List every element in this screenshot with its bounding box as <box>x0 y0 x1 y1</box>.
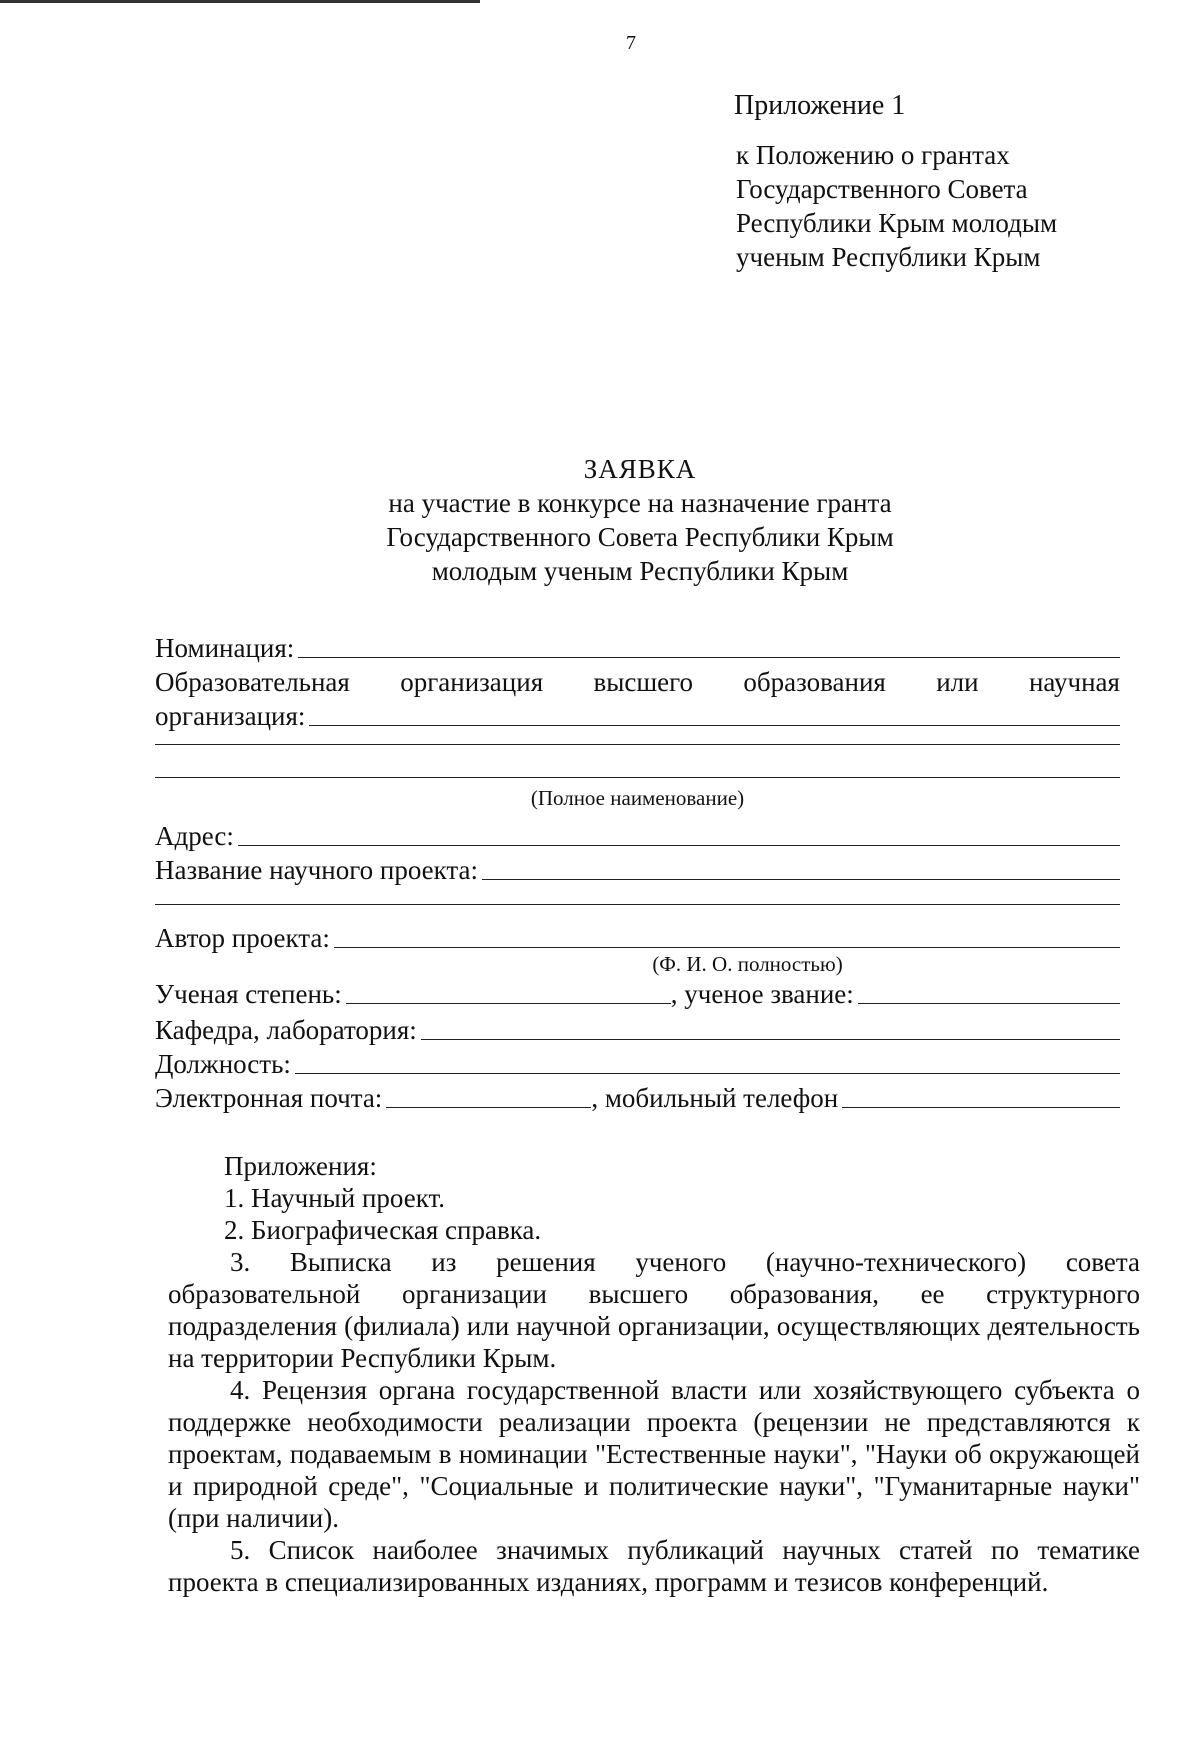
project-title-row <box>155 852 1120 886</box>
appendix-title: Приложение 1 <box>734 90 906 121</box>
nomination-row <box>155 630 1120 664</box>
organization-word: Образовательная <box>155 667 350 697</box>
department-label: Кафедра, лаборатория: <box>155 1015 417 1045</box>
attachment-item: 2. Биографическая справка. <box>224 1215 542 1245</box>
attachment-item: 5. Список наиболее значимых публикаций научных статей по тематике проекта в специализированных изданиях, программ и тезисов конференций. <box>168 1535 1140 1597</box>
organization-row <box>155 698 1120 732</box>
contacts-row <box>155 1080 1120 1114</box>
organization-word: научная <box>1028 667 1120 697</box>
organization-word: высшего <box>593 667 694 697</box>
heading-line: Государственного Совета Республики Крым <box>386 522 894 552</box>
position-row <box>155 1046 1120 1080</box>
degree-row <box>155 976 1120 1010</box>
organization-label: организация: <box>155 701 306 731</box>
academic-title-label: , ученое звание: <box>670 979 854 1009</box>
author-hint: (Ф. И. О. полностью) <box>652 952 843 976</box>
page-number: 7 <box>626 32 636 54</box>
department-field[interactable] <box>421 1039 1120 1040</box>
organization-field-line-2[interactable] <box>155 744 1120 745</box>
appendix-reference <box>736 138 1057 274</box>
scan-edge-line <box>0 0 480 3</box>
project-title-field[interactable] <box>482 879 1120 880</box>
appendix-ref-line: к Положению о грантах <box>736 140 1010 170</box>
attachment-item: 1. Научный проект. <box>224 1183 446 1213</box>
full-name-hint: (Полное наименование) <box>530 786 745 810</box>
project-title-field-line-2[interactable] <box>155 904 1120 905</box>
author-row <box>155 920 1120 954</box>
organization-field[interactable] <box>309 725 1120 726</box>
appendix-ref-line: Государственного Совета <box>736 174 1028 204</box>
organization-word: или <box>936 667 979 697</box>
author-label: Автор проекта: <box>155 923 330 953</box>
organization-word: образования <box>743 667 886 697</box>
phone-label: , мобильный телефон <box>591 1083 839 1113</box>
appendix-ref-line: ученым Республики Крым <box>736 242 1041 272</box>
degree-label: Ученая степень: <box>155 979 342 1009</box>
position-field[interactable] <box>295 1073 1120 1074</box>
application-heading <box>330 452 950 588</box>
email-label: Электронная почта: <box>155 1083 383 1113</box>
email-field[interactable] <box>386 1107 591 1108</box>
organization-label-row <box>155 664 1120 698</box>
heading-line: молодым ученым Республики Крым <box>431 556 849 586</box>
phone-field[interactable] <box>842 1107 1120 1108</box>
department-row <box>155 1012 1120 1046</box>
address-field[interactable] <box>238 845 1120 846</box>
nomination-field[interactable] <box>298 657 1120 658</box>
organization-word: организация <box>400 667 544 697</box>
attachments-section <box>168 1150 1140 1598</box>
attachment-item: 4. Рецензия органа государственной власти или хозяйствующего субъекта о поддержке необходимости реализации проекта (рецензии не представляются к проектам, подаваемым в номинации "Естественные науки", "Науки об окружающей и природной среде", "Социальные и политические науки", "Гуманитарные науки" (при наличии). <box>168 1375 1140 1533</box>
degree-field[interactable] <box>346 1003 671 1004</box>
heading-line: на участие в конкурсе на назначение гранта <box>388 488 892 518</box>
address-label: Адрес: <box>155 821 234 851</box>
organization-field-line-3[interactable] <box>155 777 1120 778</box>
attachment-item: 3. Выписка из решения ученого (научно-технического) совета образовательной организации высшего образования, ее структурного подразделения (филиала) или научной организации, осуществляющих деятельность на территории Республики Крым. <box>168 1247 1140 1373</box>
academic-title-field[interactable] <box>858 1003 1120 1004</box>
heading-title: ЗАЯВКА <box>583 454 697 484</box>
appendix-ref-line: Республики Крым молодым <box>736 208 1058 238</box>
project-title-label: Название научного проекта: <box>155 855 479 885</box>
nomination-label: Номинация: <box>155 633 295 663</box>
address-row <box>155 818 1120 852</box>
attachments-title: Приложения: <box>224 1151 377 1181</box>
position-label: Должность: <box>155 1049 291 1079</box>
author-field[interactable] <box>334 947 1120 948</box>
